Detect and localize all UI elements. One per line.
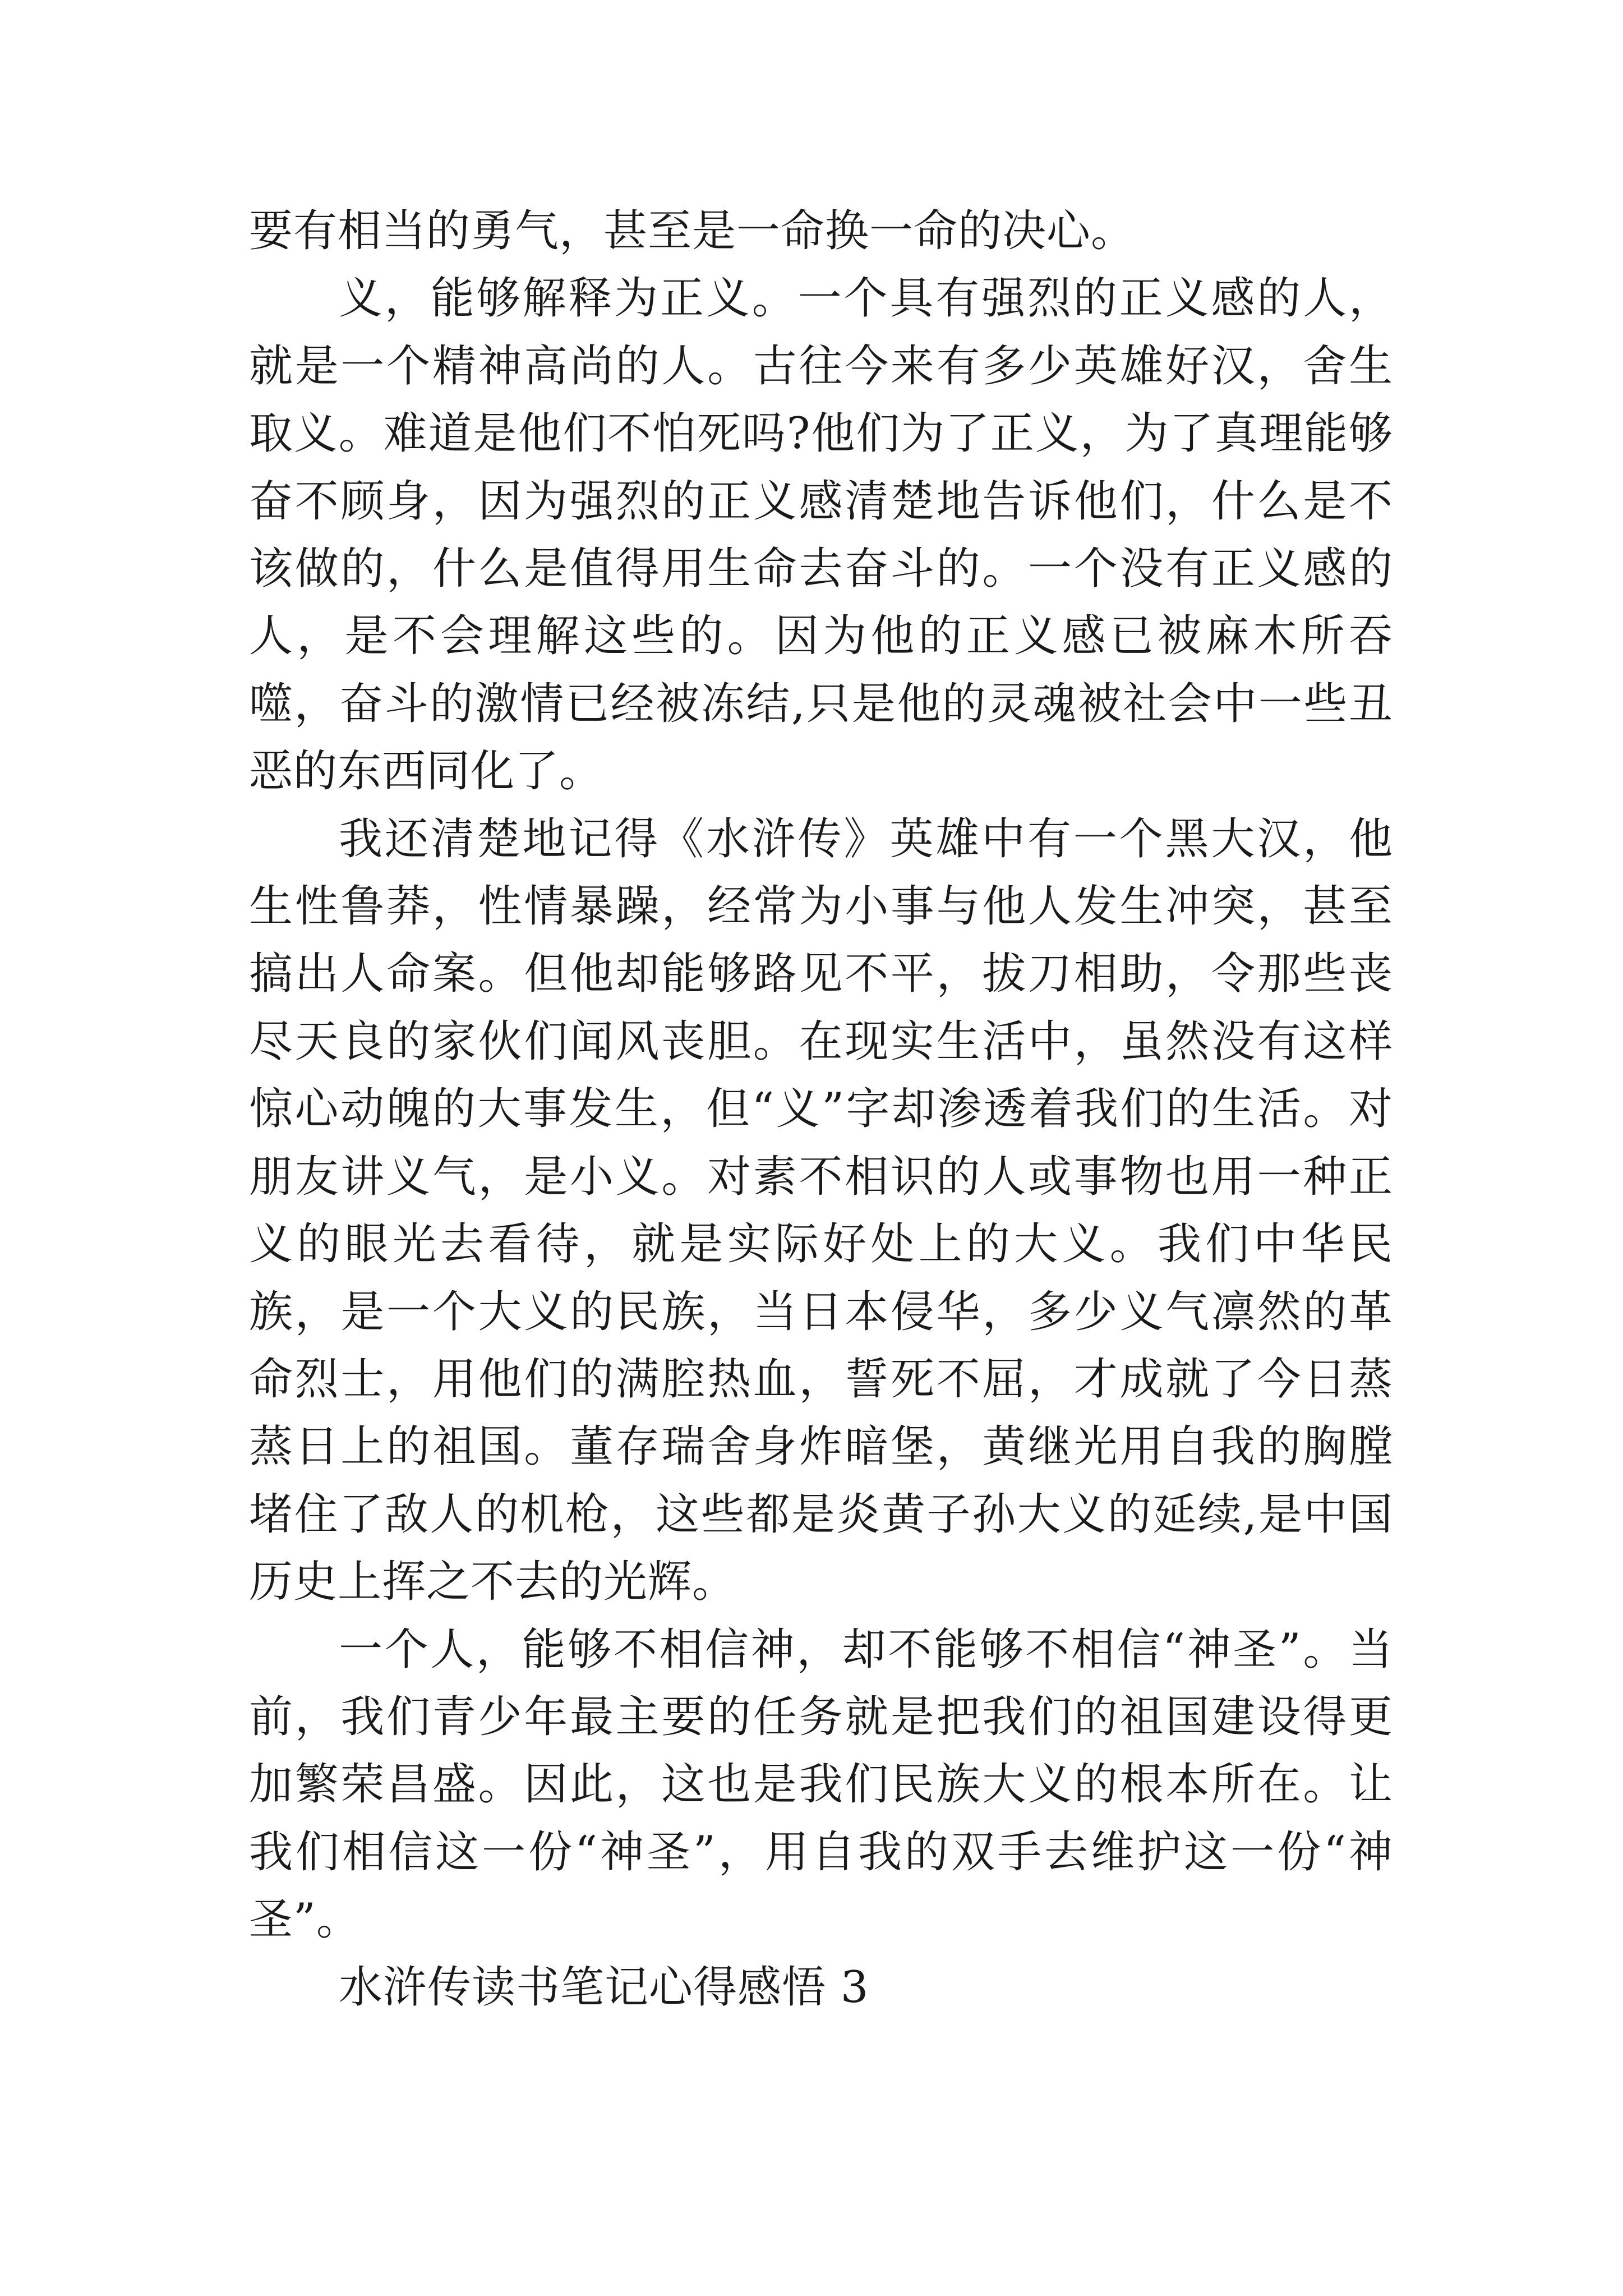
paragraph-sacred: 一个人，能够不相信神，却不能够不相信“神圣”。当前，我们青少年最主要的任务就是把我们的祖国建设得更加繁荣昌盛。因此，这也是我们民族大义的根本所在。让我们相信这一份“神圣”，用自我的双手去维护这一份“神圣”。	[249, 1624, 1393, 1945]
paragraph-justice: 义，能够解释为正义。一个具有强烈的正义感的人，就是一个精神高尚的人。古往今来有多少英雄好汉，舍生取义。难道是他们不怕死吗?他们为了正义，为了真理能够奋不顾身，因为强烈的正义感清楚地告诉他们，什么是不该做的，什么是值得用生命去奋斗的。一个没有正义感的人，是不会理解这些的。因为他的正义感已被麻木所吞噬，奋斗的激情已经被冻结,只是他的灵魂被社会中一些丑恶的东西同化了。	[249, 273, 1393, 797]
document-body	[249, 197, 1393, 2021]
section-heading: 水浒传读书笔记心得感悟 3	[339, 1962, 869, 2013]
paragraph-continuation: 要有相当的勇气，甚至是一命换一命的决心。	[249, 206, 1136, 256]
paragraph-water-margin-hero: 我还清楚地记得《水浒传》英雄中有一个黑大汉，他生性鲁莽，性情暴躁，经常为小事与他人发生冲突，甚至搞出人命案。但他却能够路见不平，拔刀相助，令那些丧尽天良的家伙们闻风丧胆。在现实生活中，虽然没有这样惊心动魄的大事发生，但“义”字却渗透着我们的生活。对朋友讲义气，是小义。对素不相识的人或事物也用一种正义的眼光去看待，就是实际好处上的大义。我们中华民族，是一个大义的民族，当日本侵华，多少义气凛然的革命烈士，用他们的满腔热血，誓死不屈，才成就了今日蒸蒸日上的祖国。董存瑞舍身炸暗堡，黄继光用自我的胸膛堵住了敌人的机枪，这些都是炎黄子孙大义的延续,是中国历史上挥之不去的光辉。	[249, 813, 1393, 1608]
